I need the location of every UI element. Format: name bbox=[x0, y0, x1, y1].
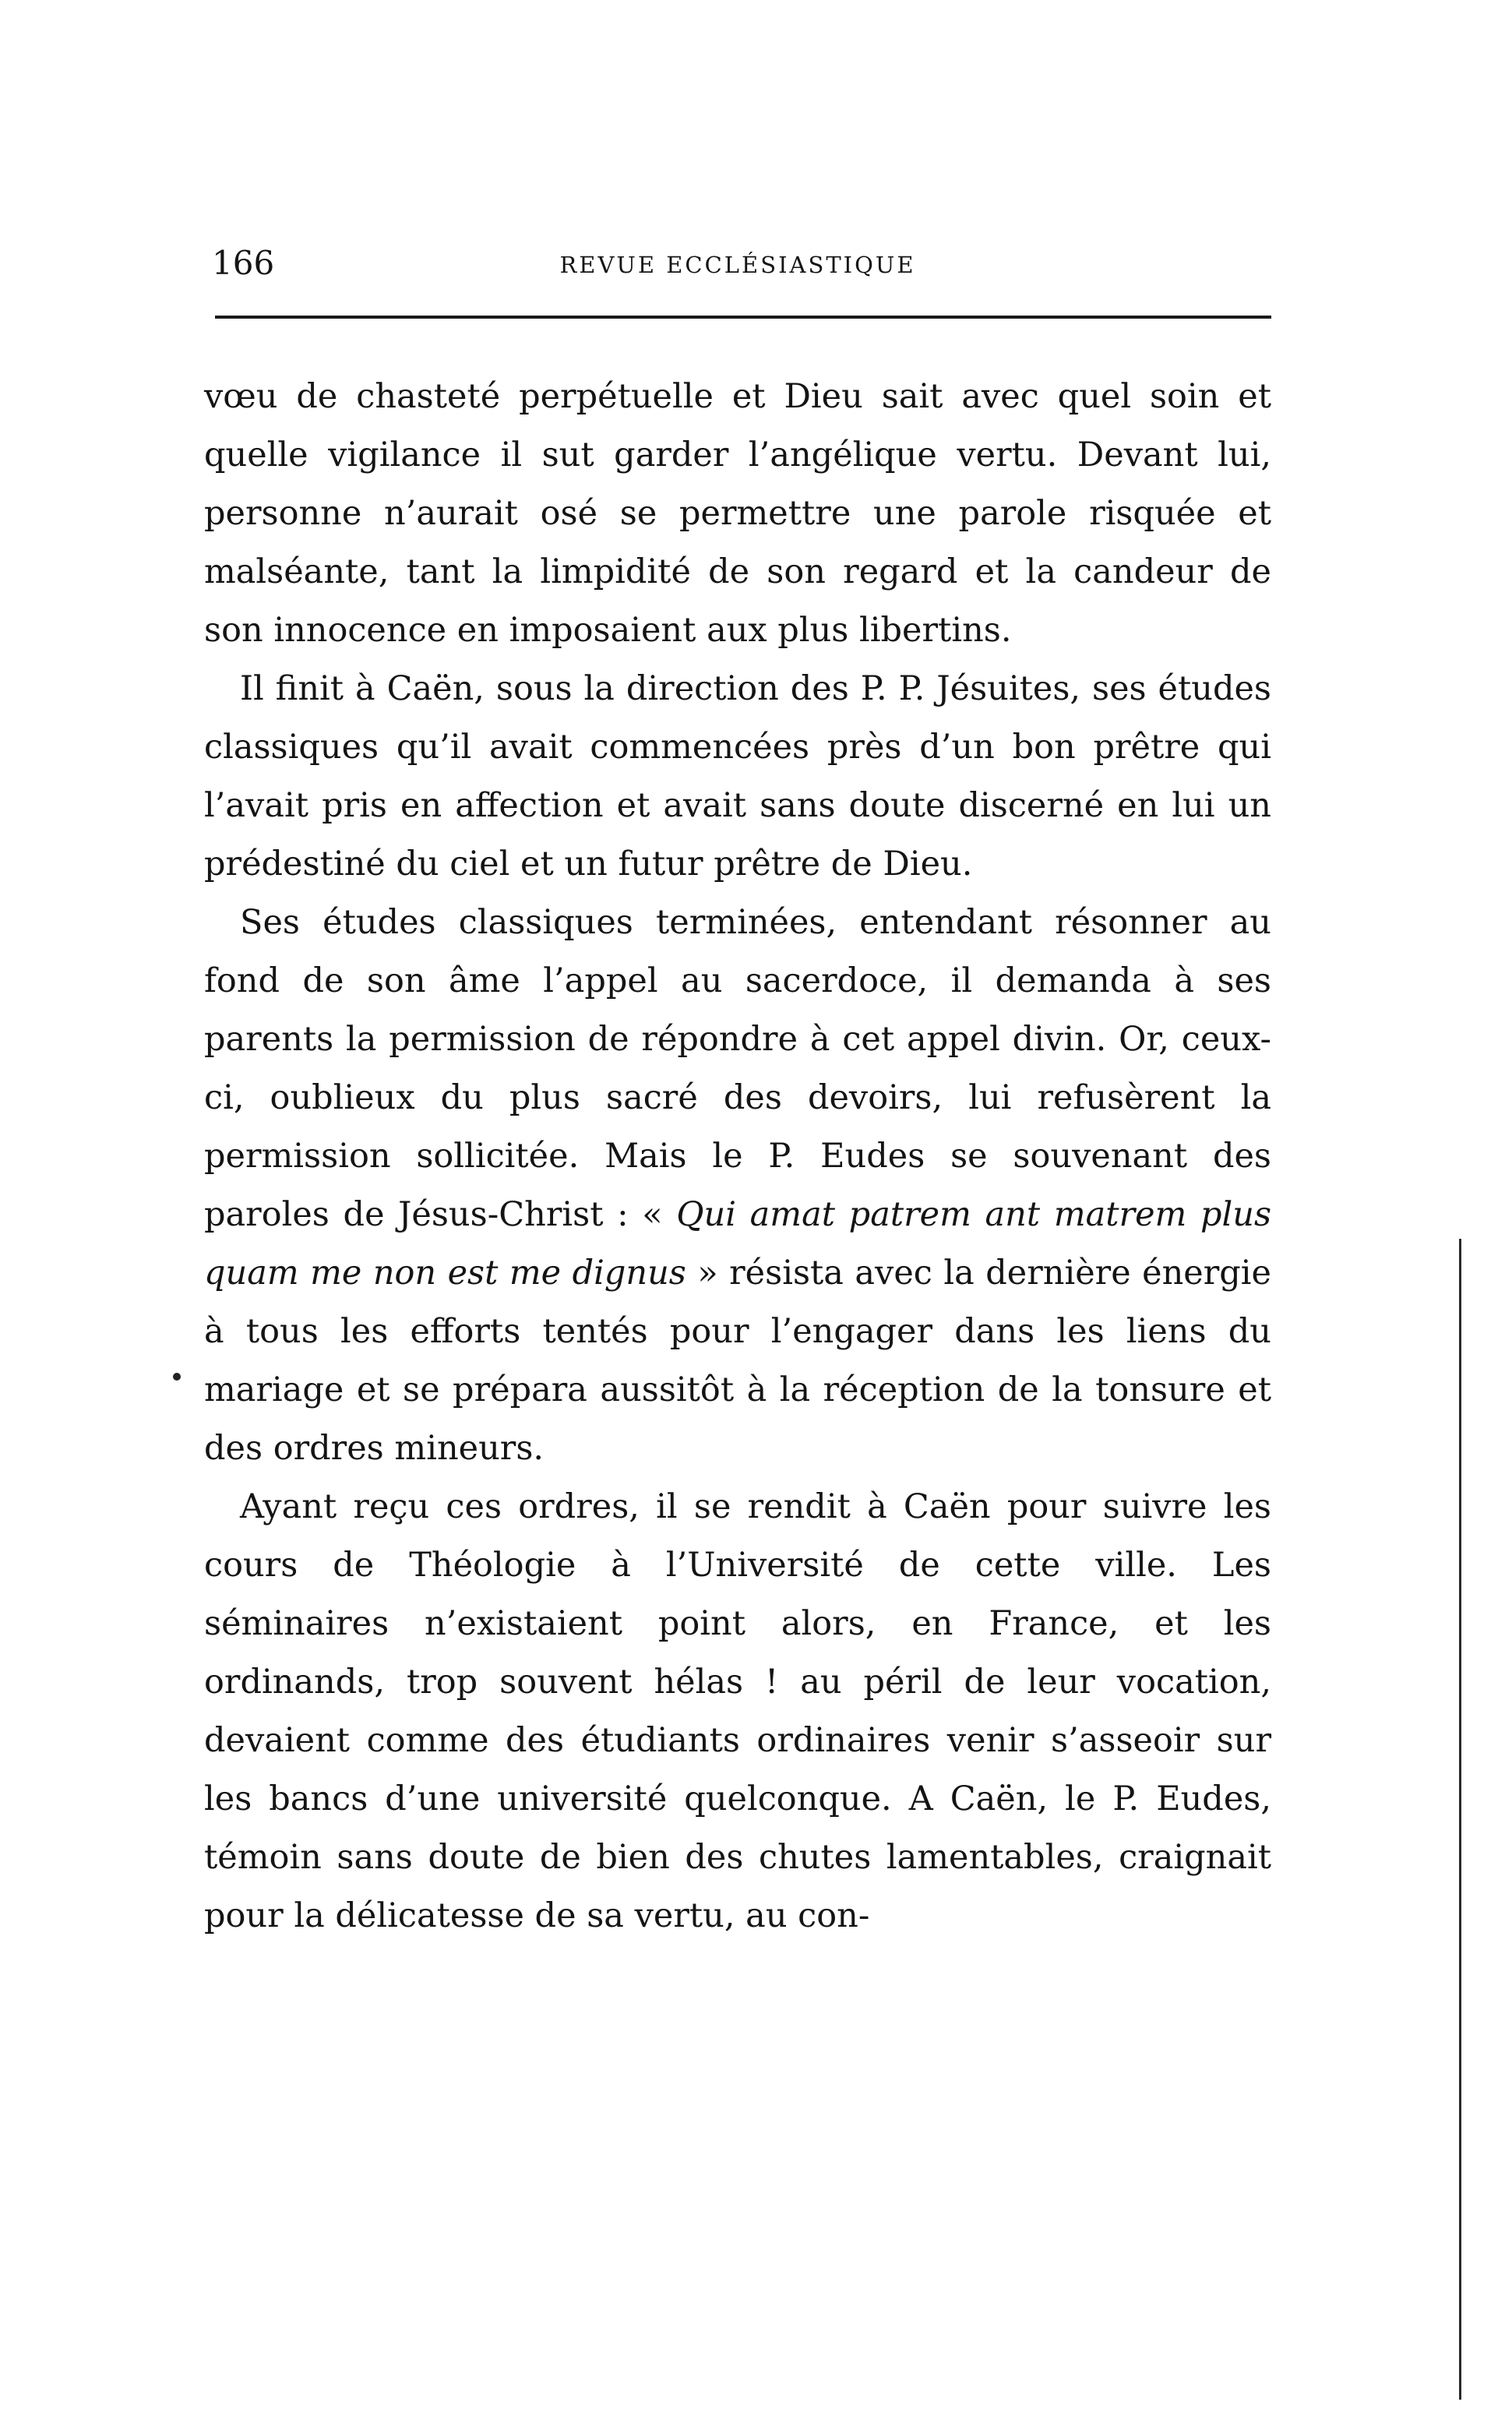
paragraph bbox=[204, 368, 1271, 660]
body-text bbox=[204, 368, 1271, 1945]
paragraph-text: Ses études classiques terminées, entendant résonner au fond de son âme l’appel au sacerdoce, il demanda à ses parents la permission de répondre à cet appel divin. Or, ceux-ci, oublieux du plus sacré des devoirs, lui refusèrent la permission sollicitée. Mais le P. Eudes se souvenant des paroles de Jésus-Christ : « bbox=[204, 903, 1271, 1234]
paragraph-text: Il finit à Caën, sous la direction des P. P. Jésuites, ses études classiques qu’il avait commencées près d’un bon prêtre qui l’avait pris en affection et avait sans doute discerné en lui un prédestiné du ciel et un futur prêtre de Dieu. bbox=[204, 669, 1271, 884]
paragraph-text: Ayant reçu ces ordres, il se rendit à Caën pour suivre les cours de Théologie à l’Université de cette ville. Les séminaires n’existaient point alors, en France, et les ordinands, trop souvent hélas ! au péril de leur vocation, devaient comme des étudiants ordinaires venir s’asseoir sur les bancs d’une université quelconque. A Caën, le P. Eudes, témoin sans doute de bien des chutes lamentables, craignait pour la délicatesse de sa vertu, au con- bbox=[204, 1487, 1271, 1935]
paragraph bbox=[204, 894, 1271, 1478]
margin-dot bbox=[173, 1373, 181, 1381]
page-number: 166 bbox=[212, 244, 275, 282]
header-rule bbox=[215, 316, 1271, 319]
running-head bbox=[204, 240, 1271, 287]
paragraph-text: vœu de chasteté perpétuelle et Dieu sait avec quel soin et quelle vigilance il sut garder l’angélique vertu. Devant lui, personne n’aurait osé se permettre une parole risquée et malséante, tant la limpidité de son regard et la candeur de son innocence en imposaient aux plus libertins. bbox=[204, 377, 1271, 650]
book-page bbox=[204, 0, 1271, 2416]
paragraph bbox=[204, 1478, 1271, 1945]
scan-edge-line bbox=[1459, 1239, 1461, 2400]
journal-title: REVUE ECCLÉSIASTIQUE bbox=[559, 252, 916, 278]
latin-quotation: Qui amat patrem ant matrem plus quam me non est me dignus bbox=[204, 1195, 1272, 1293]
paragraph bbox=[204, 660, 1271, 894]
paragraph-text: » résista avec la dernière énergie à tous les efforts tentés pour l’engager dans les liens du mariage et se prépara aussitôt à la réception de la tonsure et des ordres mineurs. bbox=[204, 1254, 1272, 1468]
